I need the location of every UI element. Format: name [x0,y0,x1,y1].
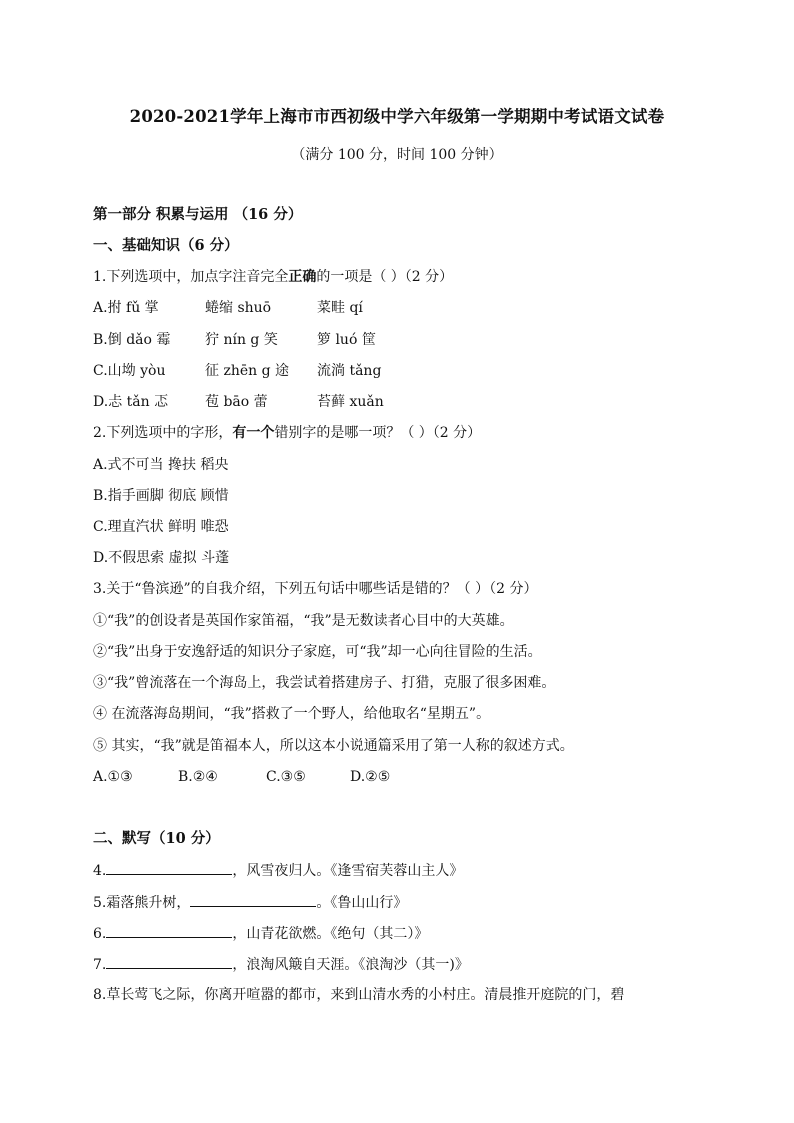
q2-emphasis: 有一个 [232,425,275,441]
q2-option-d: D.不假思索 虚拟 斗蓬 [93,550,230,566]
q2-option-b: B.指手画脚 彻底 顾惜 [93,488,229,504]
q6-line [93,923,428,944]
q2-option-c: C.理直汽状 鲜明 唯恐 [93,519,229,535]
q4-number: 4. [93,863,107,879]
q4-line [93,860,463,881]
q1-option-b-1: B.倒 dǎo 霉 [93,332,171,348]
q1-suffix: 的一项是（ ）（2 分） [316,269,454,285]
q5-line [93,892,407,913]
q3-answer-b: B.②④ [178,769,218,785]
q3-statement-2: ②“我”出身于安逸舒适的知识分子家庭，可“我”却一心向往冒险的生活。 [93,644,542,660]
q2-prefix: 2.下列选项中的字形， [93,425,233,441]
q2-option-a: A.式不可当 搀扶 稻央 [93,457,229,473]
q3-answer-d: D.②⑤ [350,769,391,785]
q3-statement-3: ③“我”曾流落在一个海岛上，我尝试着搭建房子、打猎，克服了很多困难。 [93,675,556,691]
q1-option-c-3: 流淌 tǎng [317,363,382,379]
q2-stem [93,423,481,443]
q7-number: 7. [93,957,107,973]
q4-text: ，风雪夜归人。《逢雪宿芙蓉山主人》 [232,863,464,879]
q1-option-d [93,392,384,412]
q3-answers [93,767,390,787]
q1-option-d-3: 苔藓 xuǎn [317,394,384,410]
q3-statement-4: ④ 在流落海岛期间，“我”搭救了一个野人，给他取名“星期五”。 [93,706,491,722]
q1-option-a-3: 菜畦 qí [317,300,363,316]
q2-suffix: 错别字的是哪一项？（ ）（2 分） [274,425,482,441]
q1-option-d-1: D.忐 tǎn 忑 [93,394,169,410]
q1-option-a-2: 蜷缩 shuō [205,300,272,316]
q1-option-c [93,361,381,381]
q6-text: ，山青花欲燃。《绝句（其二）》 [232,926,429,942]
q1-emphasis: 正确 [288,269,317,285]
q1-option-b-2: 狞 nín g 笑 [205,332,278,348]
q7-line [93,954,469,975]
q5-text-before: 5.霜落熊升树， [93,895,191,911]
q1-option-c-1: C.山坳 yòu [93,363,166,379]
q1-option-a-1: A.拊 fǔ 掌 [93,300,159,316]
q1-option-b [93,330,376,350]
q6-number: 6. [93,926,107,942]
q1-option-a [93,298,363,318]
q4-blank[interactable] [106,860,232,875]
exam-title: 2020-2021学年上海市市西初级中学六年级第一学期期中考试语文试卷 [129,107,665,126]
q5-text-after: 。《鲁山山行》 [316,895,408,911]
q3-answer-c: C.③⑤ [266,769,306,785]
q3-answer-a: A.①③ [93,769,133,785]
q5-blank[interactable] [190,892,316,907]
exam-subtitle: （满分 100 分，时间 100 分钟） [291,147,503,163]
q3-statement-5: ⑤ 其实，“我”就是笛福本人，所以这本小说通篇采用了第一人称的叙述方式。 [93,738,574,754]
q6-blank[interactable] [106,923,232,938]
q3-stem: 3.关于“鲁滨逊”的自我介绍，下列五句话中哪些话是错的？（ ）（2 分） [93,581,538,597]
q1-stem [93,267,453,287]
section2-heading: 二、默写（10 分） [93,830,220,847]
q1-option-c-2: 征 zhēn g 途 [205,363,290,379]
section1-heading: 一、基础知识（6 分） [93,237,239,254]
q3-statement-1: ①“我”的创设者是英国作家笛福，“我”是无数读者心目中的大英雄。 [93,613,514,629]
q8-line: 8.草长莺飞之际，你离开喧嚣的都市，来到山清水秀的小村庄。清晨推开庭院的门，碧 [93,987,625,1003]
q7-blank[interactable] [106,954,232,969]
q1-prefix: 1.下列选项中，加点字注音完全 [93,269,289,285]
part1-heading: 第一部分 积累与运用 （16 分） [93,206,303,223]
q1-option-d-2: 苞 bāo 蕾 [205,394,268,410]
q7-text: ，浪淘风簸自天涯。《浪淘沙（其一)》 [232,957,469,973]
q1-option-b-3: 箩 luó 筐 [317,332,376,348]
